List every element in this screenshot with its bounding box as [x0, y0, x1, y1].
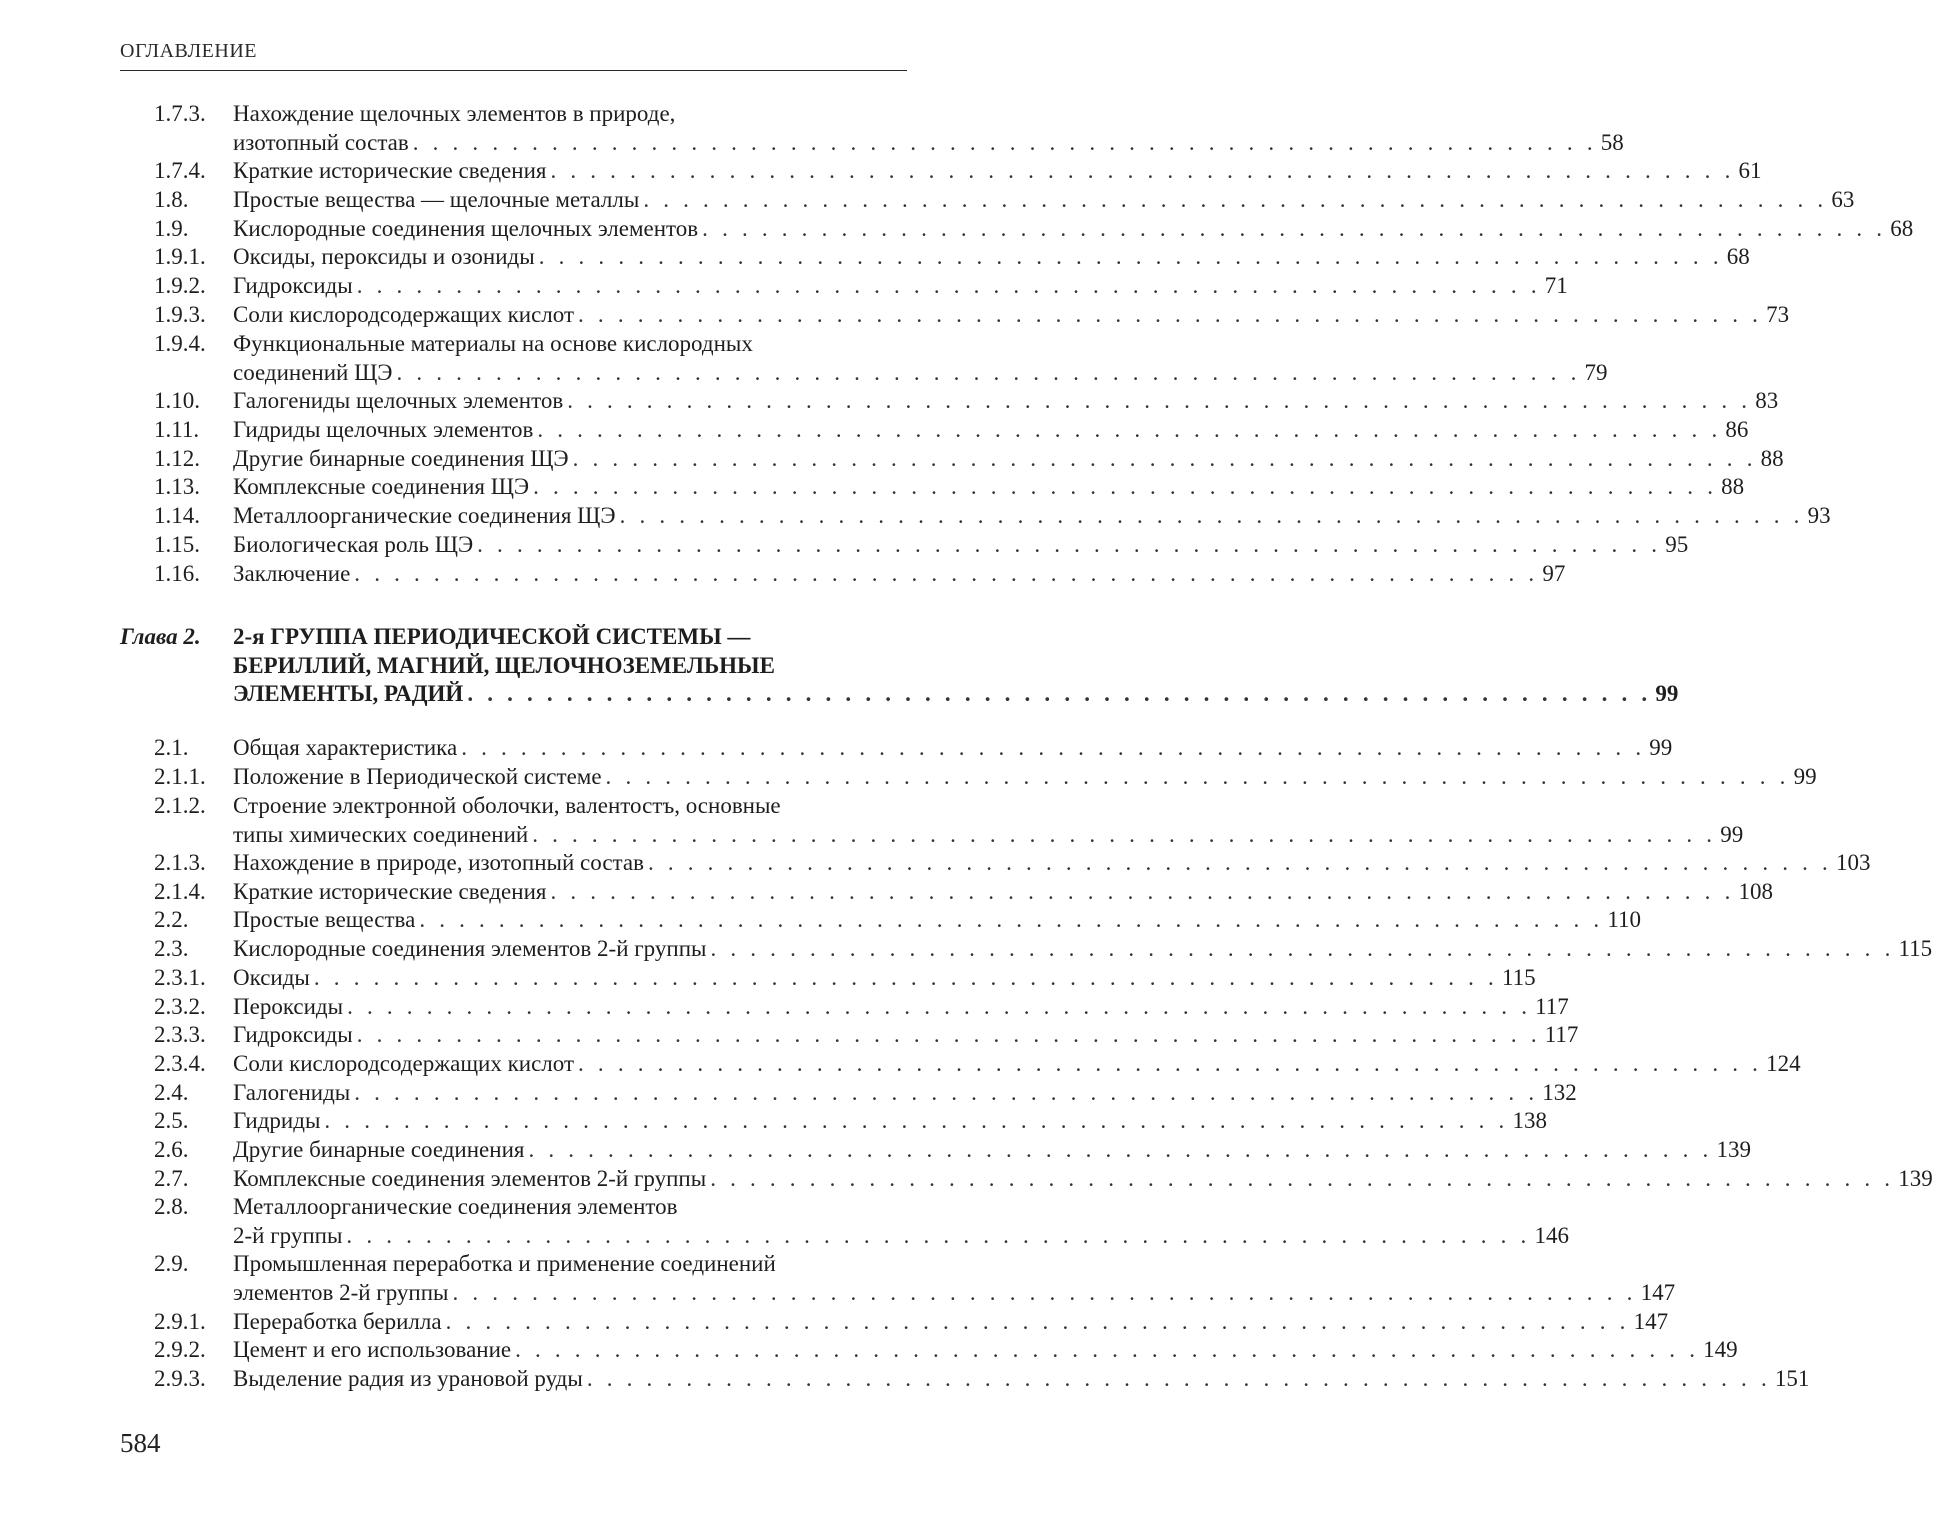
entry-page-number: 93: [1807, 503, 1831, 528]
entry-number: 1.9.: [154, 216, 189, 241]
entry-title-line: Другие бинарные соединения ЩЭ: [233, 446, 569, 471]
dot-leader: . . . . . . . . . . . . . . . . . . . . . . . . . . . . . . . . . . . . . . . . . . . . . . . . . . . . . . . . . . . .: [356, 273, 1541, 298]
entry-title-line: БЕРИЛЛИЙ, МАГНИЙ, ЩЕЛОЧНОЗЕМЕЛЬНЫЕ: [233, 652, 775, 678]
entry-title-line: Оксиды, пероксиды и озониды: [233, 244, 535, 269]
entry-title-line: Нахождение щелочных элементов в природе,: [233, 101, 676, 126]
entry-page-number: 139: [1898, 1166, 1933, 1191]
entry-title-line: Металлоорганические соединения ЩЭ: [233, 503, 616, 528]
entry-title-last-line: [233, 1308, 1669, 1337]
entry-page-number: 149: [1703, 1337, 1738, 1362]
entry-title: [233, 473, 1745, 502]
entry-title-last-line: [233, 964, 1536, 993]
entry-title: [233, 416, 1749, 445]
dot-leader: . . . . . . . . . . . . . . . . . . . . . . . . . . . . . . . . . . . . . . . . . . . . . . . . . . . . . . . . . . . .: [445, 1309, 1630, 1334]
entry-page-number: 124: [1766, 1051, 1801, 1076]
entry-page-number: 103: [1836, 850, 1871, 875]
dot-leader: . . . . . . . . . . . . . . . . . . . . . . . . . . . . . . . . . . . . . . . . . . . . . . . . . . . . . . . . . . . .: [572, 446, 1757, 471]
entry-title-last-line: [233, 1222, 1569, 1251]
entry-title: [233, 1050, 1801, 1079]
entry-number: 1.16.: [154, 561, 200, 586]
entry-number: 2.1.3.: [154, 850, 206, 875]
dot-leader: . . . . . . . . . . . . . . . . . . . . . . . . . . . . . . . . . . . . . . . . . . . . . . . . . . . . . . . . . . . .: [324, 1108, 1509, 1133]
entry-title-last-line: [233, 1165, 1933, 1194]
entry-number: 1.10.: [154, 388, 200, 413]
dot-leader: . . . . . . . . . . . . . . . . . . . . . . . . . . . . . . . . . . . . . . . . . . . . . . . . . . . . . . . . . . . .: [619, 503, 1804, 528]
entry-title-line: Общая характеристика: [233, 735, 458, 760]
entry-title: [233, 993, 1569, 1022]
dot-leader: . . . . . . . . . . . . . . . . . . . . . . . . . . . . . . . . . . . . . . . . . . . . . . . . . . . . . . . . . . . .: [550, 879, 1735, 904]
entry-page-number: 99: [1655, 681, 1679, 706]
entry-page-number: 88: [1721, 474, 1745, 499]
entry-title-line: Цемент и его использование: [233, 1337, 512, 1362]
entry-page-number: 95: [1665, 532, 1689, 557]
entry-number: 1.13.: [154, 474, 200, 499]
entry-title-last-line: [233, 215, 1914, 244]
entry-title-last-line: [233, 763, 1817, 792]
running-head: ОГЛАВЛЕНИЕ: [120, 40, 257, 62]
entry-page-number: 110: [1607, 907, 1642, 932]
dot-leader: . . . . . . . . . . . . . . . . . . . . . . . . . . . . . . . . . . . . . . . . . . . . . . . . . . . . . . . . . . . .: [515, 1337, 1700, 1362]
entry-title: [233, 1021, 1579, 1050]
entry-title-line: Гидроксиды: [233, 273, 353, 298]
entry-page-number: 88: [1760, 446, 1784, 471]
entry-title: [233, 272, 1568, 301]
entry-title-line: ЭЛЕМЕНТЫ, РАДИЙ: [233, 681, 464, 706]
entry-page-number: 68: [1726, 244, 1750, 269]
entry-title-last-line: [233, 502, 1831, 531]
entry-title-line: Нахождение в природе, изотопный состав: [233, 850, 644, 875]
entry-page-number: 83: [1755, 388, 1779, 413]
entry-title: [233, 1107, 1547, 1136]
dot-leader: . . . . . . . . . . . . . . . . . . . . . . . . . . . . . . . . . . . . . . . . . . . . . . . . . . . . . . . . . . . .: [347, 994, 1532, 1019]
entry-title-line: элементов 2-й группы: [233, 1279, 449, 1305]
dot-leader: . . . . . . . . . . . . . . . . . . . . . . . . . . . . . . . . . . . . . . . . . . . . . . . . . . . . . . . . . . . .: [567, 388, 1752, 413]
entry-title-line: Гидриды: [233, 1108, 321, 1133]
entry-title-last-line: [233, 1079, 1577, 1108]
entry-title-line: Пероксиды: [233, 994, 344, 1019]
entry-title-line: Простые вещества: [233, 907, 416, 932]
entry-title: [233, 763, 1817, 792]
entry-page-number: 115: [1501, 965, 1536, 990]
entry-number: 1.15.: [154, 532, 200, 557]
entry-title: [233, 849, 1871, 878]
entry-title-line: Кислородные соединения элементов 2-й группы: [233, 936, 707, 961]
entry-number: 1.7.4.: [154, 158, 206, 183]
page-number: 584: [120, 1428, 161, 1458]
dot-leader: . . . . . . . . . . . . . . . . . . . . . . . . . . . . . . . . . . . . . . . . . . . . . . . . . . . . . . . . . . . .: [477, 532, 1662, 557]
entry-title: [233, 387, 1779, 416]
dot-leader: . . . . . . . . . . . . . . . . . . . . . . . . . . . . . . . . . . . . . . . . . . . . . . . . . . . . . . . . . . . .: [643, 187, 1828, 212]
entry-title-line: Промышленная переработка и применение соединений: [233, 1251, 776, 1276]
entry-page-number: 108: [1738, 879, 1774, 904]
entry-title: [233, 1079, 1577, 1108]
dot-leader: . . . . . . . . . . . . . . . . . . . . . . . . . . . . . . . . . . . . . . . . . . . . . . . . . . . . . . . . . . . .: [578, 1051, 1763, 1076]
entry-title-last-line: [233, 1021, 1579, 1050]
entry-number: 1.8.: [154, 187, 189, 212]
dot-leader: . . . . . . . . . . . . . . . . . . . . . . . . . . . . . . . . . . . . . . . . . . . . . . . . . . . . . . . . . . . .: [586, 1366, 1771, 1391]
entry-page-number: 146: [1534, 1222, 1569, 1248]
entry-title-line: Комплексные соединения ЩЭ: [233, 474, 530, 499]
entry-title: [233, 1165, 1933, 1194]
entry-title-line: Галогениды щелочных элементов: [233, 388, 564, 413]
dot-leader: . . . . . . . . . . . . . . . . . . . . . . . . . . . . . . . . . . . . . . . . . . . . . . . . . . . . . . . . . . . .: [528, 1137, 1713, 1162]
entry-number: 2.5.: [154, 1108, 189, 1133]
entry-title: [233, 623, 1679, 709]
entry-title-last-line: [233, 445, 1784, 474]
dot-leader: . . . . . . . . . . . . . . . . . . . . . . . . . . . . . . . . . . . . . . . . . . . . . . . . . . . . . . . . . . . .: [710, 1166, 1895, 1191]
entry-page-number: 99: [1720, 821, 1744, 847]
entry-title-line: Соли кислородсодержащих кислот: [233, 302, 575, 327]
entry-page-number: 99: [1649, 735, 1673, 760]
entry-page-number: 151: [1774, 1366, 1810, 1391]
entry-number: 2.9.: [154, 1251, 189, 1276]
entry-title-last-line: [233, 821, 1744, 850]
entry-title-last-line: [233, 387, 1779, 416]
entry-title-line: Соли кислородсодержащих кислот: [233, 1051, 575, 1076]
entry-title-line: 2-й группы: [233, 1222, 343, 1248]
entry-title-last-line: [233, 129, 1624, 158]
entry-title: [233, 186, 1855, 215]
entry-title: [233, 215, 1914, 244]
dot-leader: . . . . . . . . . . . . . . . . . . . . . . . . . . . . . . . . . . . . . . . . . . . . . . . . . . . . . . . . . . . .: [396, 359, 1581, 385]
entry-title: [233, 906, 1642, 935]
entry-number: 1.9.1.: [154, 244, 206, 269]
entry-title-line: 2-я ГРУППА ПЕРИОДИЧЕСКОЙ СИСТЕМЫ —: [233, 624, 751, 649]
entry-page-number: 61: [1738, 158, 1762, 183]
entry-page-number: 117: [1535, 994, 1569, 1019]
dot-leader: . . . . . . . . . . . . . . . . . . . . . . . . . . . . . . . . . . . . . . . . . . . . . . . . . . . . . . . . . . . .: [452, 1279, 1637, 1305]
entry-title: [233, 243, 1750, 272]
entry-title-line: Биологическая роль ЩЭ: [233, 532, 474, 557]
dot-leader: . . . . . . . . . . . . . . . . . . . . . . . . . . . . . . . . . . . . . . . . . . . . . . . . . . . . . . . . . . . .: [412, 129, 1597, 155]
dot-leader: . . . . . . . . . . . . . . . . . . . . . . . . . . . . . . . . . . . . . . . . . . . . . . . . . . . . . . . . . . . .: [354, 561, 1539, 586]
entry-title: [233, 100, 1624, 157]
entry-number: 2.4.: [154, 1080, 189, 1105]
entry-title: [233, 560, 1566, 589]
entry-page-number: 117: [1544, 1022, 1579, 1047]
entry-title: [233, 935, 1933, 964]
entry-page-number: 99: [1793, 764, 1817, 789]
entry-title: [233, 734, 1673, 763]
dot-leader: . . . . . . . . . . . . . . . . . . . . . . . . . . . . . . . . . . . . . . . . . . . . . . . . . . . . . . . . . . . .: [538, 244, 1723, 269]
dot-leader: . . . . . . . . . . . . . . . . . . . . . . . . . . . . . . . . . . . . . . . . . . . . . . . . . . . . . . . . . . . .: [578, 302, 1763, 327]
entry-number: 2.9.1.: [154, 1309, 206, 1334]
dot-leader: . . . . . . . . . . . . . . . . . . . . . . . . . . . . . . . . . . . . . . . . . . . . . . . . . . . . . . . . . . . .: [532, 821, 1717, 847]
entry-page-number: 139: [1716, 1137, 1752, 1162]
entry-number: Глава 2.: [120, 624, 201, 649]
entry-page-number: 132: [1542, 1080, 1577, 1105]
entry-page-number: 68: [1890, 216, 1914, 241]
entry-number: 1.9.4.: [154, 331, 206, 356]
entry-number: 2.3.2.: [154, 994, 206, 1019]
entry-title-last-line: [233, 272, 1568, 301]
entry-page-number: 86: [1725, 417, 1749, 442]
entry-title-last-line: [233, 849, 1871, 878]
entry-number: 2.6.: [154, 1137, 189, 1162]
entry-number: 1.11.: [154, 417, 200, 442]
dot-leader: . . . . . . . . . . . . . . . . . . . . . . . . . . . . . . . . . . . . . . . . . . . . . . . . . . . . . . . . . . . .: [313, 965, 1498, 990]
entry-title: [233, 1250, 1676, 1307]
entry-page-number: 58: [1600, 129, 1624, 155]
entry-page-number: 97: [1542, 561, 1566, 586]
entry-title-line: Гидриды щелочных элементов: [233, 417, 534, 442]
entry-number: 2.3.4.: [154, 1051, 206, 1076]
entry-number: 2.2.: [154, 907, 189, 932]
entry-title-last-line: [233, 935, 1933, 964]
dot-leader: . . . . . . . . . . . . . . . . . . . . . . . . . . . . . . . . . . . . . . . . . . . . . . . . . . . . . . . . . . . .: [537, 417, 1722, 442]
entry-title: [233, 445, 1784, 474]
entry-number: 2.1.2.: [154, 793, 206, 818]
entry-title-line: Галогениды: [233, 1080, 351, 1105]
entry-title-line: соединений ЩЭ: [233, 359, 393, 385]
entry-page-number: 63: [1831, 187, 1855, 212]
entry-number: 2.1.: [154, 735, 189, 760]
entry-title-last-line: [233, 1050, 1801, 1079]
entry-title-last-line: [233, 1107, 1547, 1136]
entry-page-number: 147: [1640, 1279, 1676, 1305]
entry-title-line: Краткие исторические сведения: [233, 879, 547, 904]
entry-title-line: Оксиды: [233, 965, 310, 990]
dot-leader: . . . . . . . . . . . . . . . . . . . . . . . . . . . . . . . . . . . . . . . . . . . . . . . . . . . . . . . . . . . .: [533, 474, 1718, 499]
entry-title-line: Переработка берилла: [233, 1309, 442, 1334]
entry-number: 1.14.: [154, 503, 200, 528]
entry-title-line: Простые вещества — щелочные металлы: [233, 187, 640, 212]
entry-title-line: Выделение радия из урановой руды: [233, 1366, 583, 1391]
entry-title: [233, 964, 1536, 993]
entry-title-line: типы химических соединений: [233, 821, 529, 847]
entry-title-line: Положение в Периодической системе: [233, 764, 602, 789]
entry-title-last-line: [233, 906, 1642, 935]
dot-leader: . . . . . . . . . . . . . . . . . . . . . . . . . . . . . . . . . . . . . . . . . . . . . . . . . . . . . . . . . . . .: [550, 158, 1735, 183]
entry-title-line: Другие бинарные соединения: [233, 1137, 525, 1162]
entry-page-number: 73: [1766, 302, 1790, 327]
entry-number: 2.3.3.: [154, 1022, 206, 1047]
entry-number: 1.9.3.: [154, 302, 206, 327]
dot-leader: . . . . . . . . . . . . . . . . . . . . . . . . . . . . . . . . . . . . . . . . . . . . . . . . . . . . . . . . . . . .: [605, 764, 1790, 789]
entry-title: [233, 301, 1790, 330]
entry-title: [233, 1336, 1738, 1365]
entry-title: [233, 531, 1689, 560]
entry-number: 1.9.2.: [154, 273, 206, 298]
entry-number: 2.8.: [154, 1194, 189, 1219]
entry-title-last-line: [233, 878, 1774, 907]
entry-title: [233, 1136, 1752, 1165]
dot-leader: . . . . . . . . . . . . . . . . . . . . . . . . . . . . . . . . . . . . . . . . . . . . . . . . . . . . . . . . . . . .: [467, 681, 1652, 706]
dot-leader: . . . . . . . . . . . . . . . . . . . . . . . . . . . . . . . . . . . . . . . . . . . . . . . . . . . . . . . . . . . .: [419, 907, 1604, 932]
entry-number: 2.9.3.: [154, 1366, 206, 1391]
dot-leader: . . . . . . . . . . . . . . . . . . . . . . . . . . . . . . . . . . . . . . . . . . . . . . . . . . . . . . . . . . . .: [356, 1022, 1541, 1047]
entry-number: 2.7.: [154, 1166, 189, 1191]
entry-title-last-line: [233, 301, 1790, 330]
entry-number: 2.1.1.: [154, 764, 206, 789]
entry-title-line: Комплексные соединения элементов 2-й группы: [233, 1166, 707, 1191]
entry-title-line: Металлоорганические соединения элементов: [233, 1194, 678, 1219]
entry-page-number: 147: [1633, 1309, 1669, 1334]
entry-title-last-line: [233, 186, 1855, 215]
dot-leader: . . . . . . . . . . . . . . . . . . . . . . . . . . . . . . . . . . . . . . . . . . . . . . . . . . . . . . . . . . . .: [702, 216, 1887, 241]
entry-number: 1.7.3.: [154, 101, 206, 126]
entry-title: [233, 1365, 1810, 1394]
entry-number: 2.9.2.: [154, 1337, 206, 1362]
entry-title: [233, 792, 1744, 849]
dot-leader: . . . . . . . . . . . . . . . . . . . . . . . . . . . . . . . . . . . . . . . . . . . . . . . . . . . . . . . . . . . .: [461, 735, 1646, 760]
entry-page-number: 71: [1544, 273, 1568, 298]
entry-title-last-line: [233, 473, 1745, 502]
entry-title-line: Строение электронной оболочки, валентостъ, основные: [233, 793, 781, 818]
dot-leader: . . . . . . . . . . . . . . . . . . . . . . . . . . . . . . . . . . . . . . . . . . . . . . . . . . . . . . . . . . . .: [710, 936, 1895, 961]
entry-title-last-line: [233, 993, 1569, 1022]
entry-page-number: 138: [1512, 1108, 1547, 1133]
entry-title-last-line: [233, 560, 1566, 589]
entry-title-last-line: [233, 531, 1689, 560]
dot-leader: . . . . . . . . . . . . . . . . . . . . . . . . . . . . . . . . . . . . . . . . . . . . . . . . . . . . . . . . . . . .: [346, 1222, 1531, 1248]
entry-page-number: 79: [1584, 359, 1608, 385]
entry-title-line: Заключение: [233, 561, 351, 586]
entry-title-last-line: [233, 1279, 1676, 1308]
entry-number: 2.1.4.: [154, 879, 206, 904]
entry-title-last-line: [233, 1365, 1810, 1394]
entry-title-last-line: [233, 359, 1608, 388]
entry-title-last-line: [233, 680, 1679, 709]
entry-title-line: изотопный состав: [233, 129, 409, 155]
entry-title-last-line: [233, 734, 1673, 763]
entry-title-line: Кислородные соединения щелочных элементов: [233, 216, 699, 241]
entry-number: 2.3.1.: [154, 965, 206, 990]
entry-title: [233, 878, 1774, 907]
entry-title-last-line: [233, 243, 1750, 272]
entry-title-last-line: [233, 1136, 1752, 1165]
dot-leader: . . . . . . . . . . . . . . . . . . . . . . . . . . . . . . . . . . . . . . . . . . . . . . . . . . . . . . . . . . . .: [354, 1080, 1539, 1105]
entry-number: 1.12.: [154, 446, 200, 471]
entry-title-line: Функциональные материалы на основе кислородных: [233, 331, 753, 356]
entry-title: [233, 1193, 1569, 1250]
entry-title: [233, 330, 1608, 387]
entry-title-last-line: [233, 157, 1762, 186]
entry-title: [233, 502, 1831, 531]
entry-page-number: 115: [1898, 936, 1933, 961]
entry-number: 2.3.: [154, 936, 189, 961]
dot-leader: . . . . . . . . . . . . . . . . . . . . . . . . . . . . . . . . . . . . . . . . . . . . . . . . . . . . . . . . . . . .: [647, 850, 1833, 875]
entry-title-last-line: [233, 416, 1749, 445]
entry-title-line: Краткие исторические сведения: [233, 158, 547, 183]
entry-title: [233, 1308, 1669, 1337]
entry-title-last-line: [233, 1336, 1738, 1365]
entry-title: [233, 157, 1762, 186]
entry-title-line: Гидроксиды: [233, 1022, 353, 1047]
